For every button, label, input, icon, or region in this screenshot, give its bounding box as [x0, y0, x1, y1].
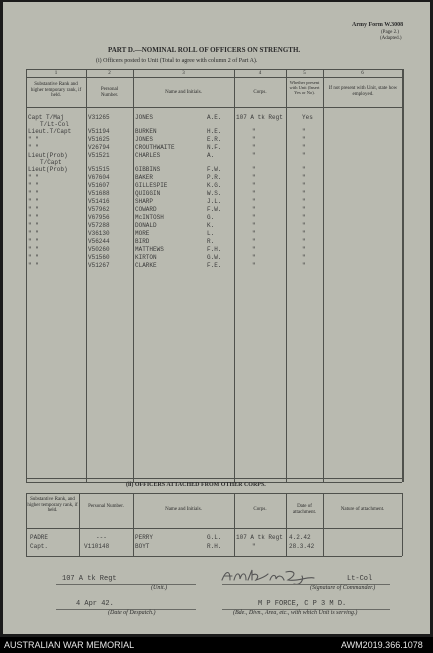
- surname-cell: CHARLES: [135, 152, 161, 159]
- rank-cell: Lieut.T/Capt: [28, 128, 72, 135]
- number-cell: V57962: [88, 206, 110, 213]
- rank-cell: " ": [28, 206, 39, 213]
- location-value: M P FORCE, C P 3 M D.: [258, 600, 347, 608]
- rank-cell: " ": [28, 190, 39, 197]
- rank-cell: Capt.: [30, 543, 49, 550]
- surname-cell: CLARKE: [135, 262, 157, 269]
- corps-cell: ": [252, 198, 256, 205]
- corps-cell: ": [252, 174, 256, 181]
- part-title: PART D.—NOMINAL ROLL OF OFFICERS ON STRENGTH.: [108, 46, 301, 54]
- rank-cell-secondary: T/Capt: [40, 159, 62, 166]
- number-cell: V36130: [88, 230, 110, 237]
- rank-cell: " ": [28, 182, 39, 189]
- corps-cell: ": [252, 144, 256, 151]
- rank-cell: Capt T/Maj: [28, 114, 65, 121]
- present-cell: Yes: [302, 114, 313, 121]
- rank-cell: Lieut(Prob): [28, 166, 68, 173]
- surname-cell: QUIGGIN: [135, 190, 161, 197]
- present-cell: ": [302, 128, 306, 135]
- surname-cell: BOYT: [135, 543, 150, 550]
- corps-cell: ": [252, 214, 256, 221]
- number-cell: V50260: [88, 246, 110, 253]
- number-cell: V31265: [88, 114, 110, 121]
- col-number-2: 2: [108, 71, 111, 76]
- adapted-note: (Adapted.): [380, 36, 402, 41]
- initials-cell: E.R.: [207, 136, 222, 143]
- despatch-date: 4 Apr 42.: [76, 600, 114, 608]
- present-cell: ": [302, 144, 306, 151]
- corps-cell: ": [252, 238, 256, 245]
- surname-cell: COWARD: [135, 206, 157, 213]
- corps-cell: ": [252, 166, 256, 173]
- initials-cell: A.: [207, 152, 215, 159]
- credit-bar: [0, 637, 433, 653]
- number-cell: V51515: [88, 166, 110, 173]
- rank-cell: " ": [28, 230, 39, 237]
- present-cell: ": [302, 136, 306, 143]
- surname-cell: PERRY: [135, 534, 154, 541]
- surname-cell: SHARP: [135, 198, 154, 205]
- commander-rank: Lt-Col: [347, 575, 373, 583]
- corps-cell: ": [252, 543, 256, 550]
- initials-cell: F.W.: [207, 206, 222, 213]
- col-number-3: 3: [182, 71, 185, 76]
- surname-cell: BURKEN: [135, 128, 157, 135]
- initials-cell: P.R.: [207, 174, 222, 181]
- surname-cell: BIRD: [135, 238, 150, 245]
- corps-cell: ": [252, 190, 256, 197]
- corps-cell: ": [252, 182, 256, 189]
- present-cell: ": [302, 190, 306, 197]
- initials-cell: J.L.: [207, 198, 222, 205]
- form-id: Army Form W.3008: [352, 22, 404, 28]
- number-cell: V51560: [88, 254, 110, 261]
- number-cell: V51607: [88, 182, 110, 189]
- initials-cell: F.E.: [207, 262, 222, 269]
- initials-cell: R.: [207, 238, 215, 245]
- initials-cell: F.H.: [207, 246, 222, 253]
- present-cell: ": [302, 246, 306, 253]
- present-cell: ": [302, 198, 306, 205]
- present-cell: ": [302, 238, 306, 245]
- col-header-present: Whether present with Unit (Insert Yes or No).: [289, 80, 320, 95]
- initials-cell: L.: [207, 230, 215, 237]
- att-header-name: Name and Initials.: [165, 507, 202, 512]
- number-cell: V67956: [88, 214, 110, 221]
- rank-cell: " ": [28, 254, 39, 261]
- number-cell: V51416: [88, 198, 110, 205]
- number-cell: V51267: [88, 262, 110, 269]
- surname-cell: GIBBINS: [135, 166, 161, 173]
- initials-cell: G.L.: [207, 534, 222, 541]
- credit-right: AWM2019.366.1078: [341, 640, 423, 650]
- col-number-4: 4: [258, 71, 262, 76]
- col-header-name: Name and Initials.: [165, 90, 202, 95]
- initials-cell: H.E.: [207, 128, 222, 135]
- rank-cell: " ": [28, 246, 39, 253]
- present-cell: ": [302, 262, 306, 269]
- initials-cell: F.W.: [207, 166, 222, 173]
- surname-cell: BAKER: [135, 174, 154, 181]
- rank-cell: Lieut(Prob): [28, 152, 68, 159]
- date-cell: 28.3.42: [289, 543, 315, 550]
- number-cell: V51194: [88, 128, 110, 135]
- number-cell: V56244: [88, 238, 110, 245]
- surname-cell: GILLESPIE: [135, 182, 168, 189]
- date-label: (Date of Despatch.): [108, 610, 156, 616]
- col-number-5: 5: [303, 71, 306, 76]
- present-cell: ": [302, 254, 306, 261]
- rank-cell: " ": [28, 222, 39, 229]
- corps-cell: ": [252, 254, 256, 261]
- corps-cell: ": [252, 152, 256, 159]
- att-header-nature: Nature of attachment.: [340, 507, 385, 512]
- present-cell: ": [302, 182, 306, 189]
- col-number-6: 6: [361, 71, 364, 76]
- number-cell: V51688: [88, 190, 110, 197]
- number-cell: V67604: [88, 174, 110, 181]
- att-header-rank: Substantive Rank, and higher temporary rank, if held.: [27, 497, 78, 513]
- initials-cell: G.: [207, 214, 215, 221]
- present-cell: ": [302, 152, 306, 159]
- initials-cell: A.E.: [207, 114, 222, 121]
- corps-cell: ": [252, 136, 256, 143]
- rank-cell: " ": [28, 262, 39, 269]
- credit-left: AUSTRALIAN WAR MEMORIAL: [4, 640, 135, 650]
- rank-cell: " ": [28, 144, 39, 151]
- initials-cell: W.S.: [207, 190, 222, 197]
- surname-cell: CROUTHWAITE: [135, 144, 175, 151]
- section-ii-title: (ii) OFFICERS ATTACHED FROM OTHER CORPS.: [126, 482, 266, 488]
- rank-cell: " ": [28, 198, 39, 205]
- att-header-date: Date of attachment.: [292, 504, 317, 515]
- number-cell: V51521: [88, 152, 110, 159]
- col-number-1: 1: [54, 71, 58, 76]
- date-cell: 4.2.42: [289, 534, 311, 541]
- col-header-number: Personal Number.: [100, 87, 119, 98]
- page-note: (Page 2.): [381, 30, 400, 35]
- surname-cell: DONALD: [135, 222, 157, 229]
- corps-cell: ": [252, 222, 256, 229]
- corps-cell: 107 A tk Regt: [236, 114, 283, 121]
- present-cell: ": [302, 222, 306, 229]
- col-header-rank: Substantive Rank and higher temporary rank, if held.: [30, 82, 82, 98]
- att-header-corps: Corps.: [253, 507, 267, 512]
- present-cell: ": [302, 214, 306, 221]
- number-cell: V26794: [88, 144, 110, 151]
- number-cell: V57288: [88, 222, 110, 229]
- corps-cell: ": [252, 206, 256, 213]
- rank-cell: " ": [28, 238, 39, 245]
- initials-cell: K.G.: [207, 182, 222, 189]
- present-cell: ": [302, 174, 306, 181]
- unit-label: (Unit.): [151, 585, 168, 591]
- corps-cell: ": [252, 246, 256, 253]
- section-i-title: (i) Officers posted to Unit (Total to agree with column 2 of Part A).: [96, 58, 258, 64]
- rank-cell: " ": [28, 174, 39, 181]
- surname-cell: McINTOSH: [135, 214, 164, 221]
- number-cell: ---: [96, 534, 107, 541]
- present-cell: ": [302, 230, 306, 237]
- corps-cell: 107 A tk Regt: [236, 534, 283, 541]
- surname-cell: JONES: [135, 114, 154, 121]
- corps-cell: ": [252, 262, 256, 269]
- rank-cell: " ": [28, 136, 39, 143]
- att-header-number: Personal Number.: [88, 504, 124, 509]
- number-cell: V110148: [84, 543, 110, 550]
- corps-cell: ": [252, 230, 256, 237]
- number-cell: V51625: [88, 136, 110, 143]
- col-header-corps: Corps.: [253, 90, 267, 95]
- present-cell: ": [302, 166, 306, 173]
- initials-cell: K.: [207, 222, 215, 229]
- rank-cell-secondary: T/Lt-Col: [40, 121, 69, 128]
- location-label: (Bde., Divn., Area, etc., with which Unit is serving.): [233, 610, 358, 616]
- surname-cell: MATTHEWS: [135, 246, 164, 253]
- surname-cell: KIRTON: [135, 254, 157, 261]
- initials-cell: R.H.: [207, 543, 222, 550]
- col-header-employed: If not present with Unit, state how employed.: [328, 86, 398, 97]
- rank-cell: " ": [28, 214, 39, 221]
- unit-value: 107 A tk Regt: [62, 575, 117, 583]
- present-cell: ": [302, 206, 306, 213]
- surname-cell: MORE: [135, 230, 150, 237]
- signature-label: (Signature of Commander.): [310, 585, 376, 591]
- rank-cell: PADRE: [30, 534, 49, 541]
- corps-cell: ": [252, 128, 256, 135]
- initials-cell: G.W.: [207, 254, 222, 261]
- initials-cell: N.F.: [207, 144, 222, 151]
- surname-cell: JONES: [135, 136, 154, 143]
